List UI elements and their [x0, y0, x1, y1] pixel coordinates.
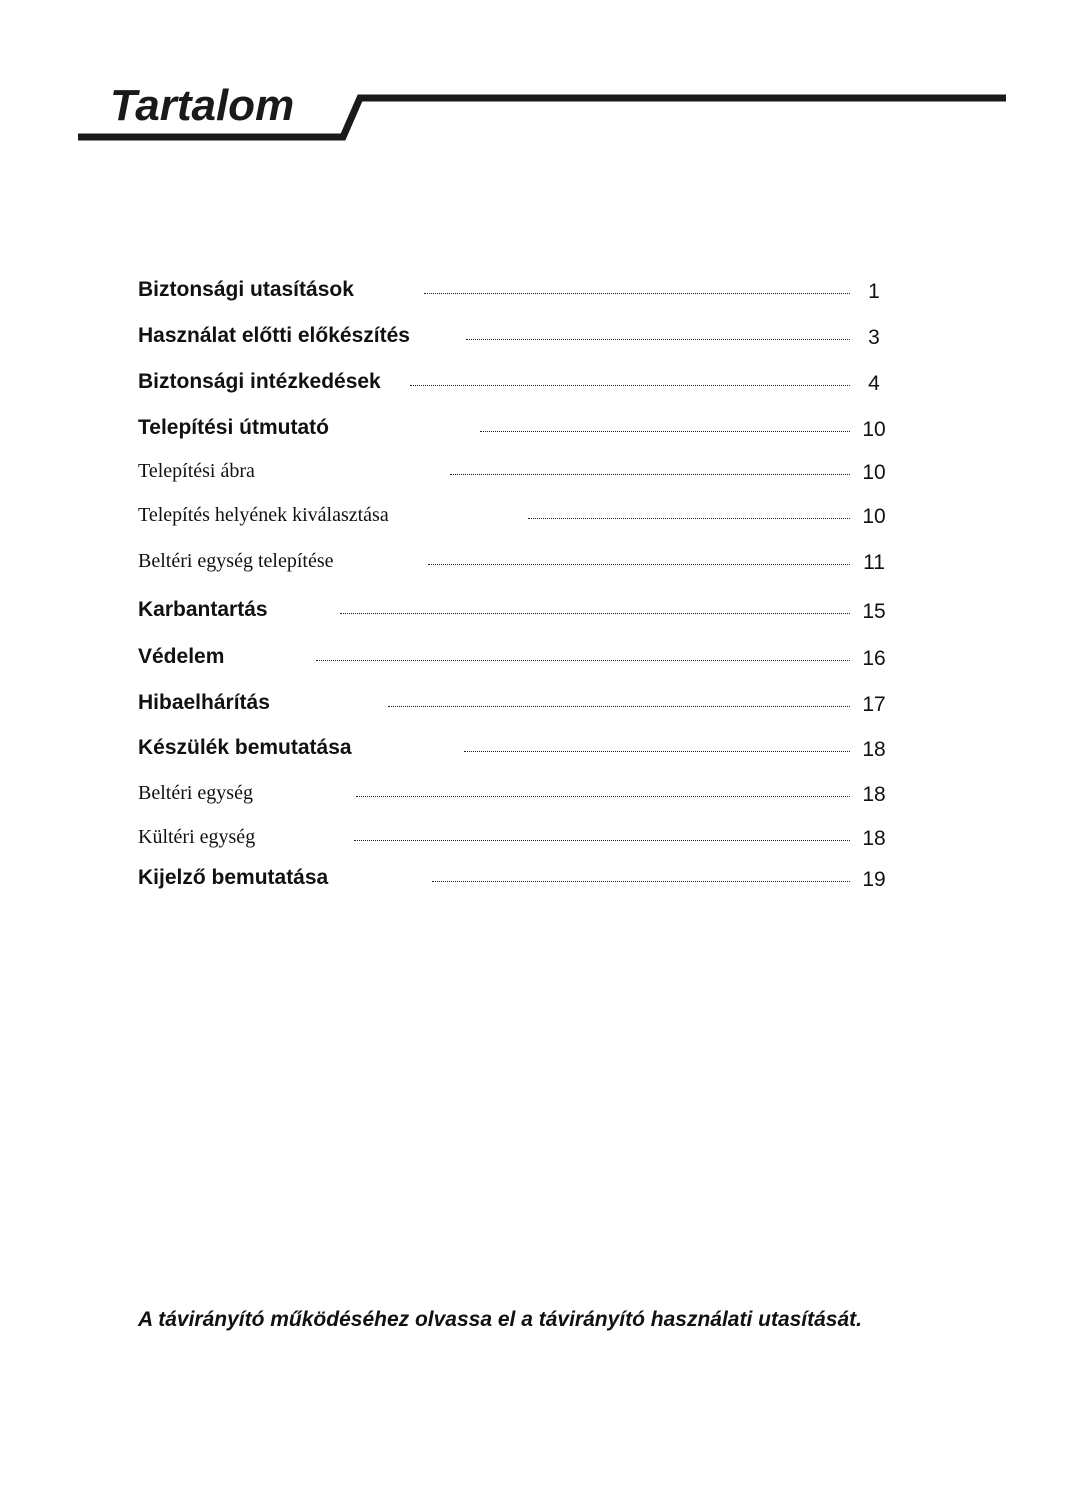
- toc-entry-label: Telepítés helyének kiválasztása: [138, 504, 389, 526]
- toc-entry-label: Kültéri egység: [138, 826, 256, 848]
- toc-entry-page: 10: [862, 505, 886, 528]
- toc-entry-label: Karbantartás: [138, 598, 268, 621]
- toc-entry-label: Hibaelhárítás: [138, 691, 270, 714]
- toc-entry-page: 1: [868, 280, 880, 303]
- toc-leader-dots: [464, 751, 850, 752]
- toc-entry-label: Telepítési ábra: [138, 460, 255, 482]
- toc-entry[interactable]: [138, 543, 898, 577]
- toc-leader-dots: [356, 796, 850, 797]
- toc-entry-page: 17: [862, 693, 886, 716]
- toc-leader-dots: [432, 881, 850, 882]
- toc-entry-page: 18: [862, 783, 886, 806]
- toc-leader-dots: [410, 385, 850, 386]
- toc-entry[interactable]: [138, 364, 898, 398]
- toc-leader-dots: [316, 660, 850, 661]
- toc-entry[interactable]: [138, 775, 898, 809]
- toc-leader-dots: [450, 474, 850, 475]
- toc-entry[interactable]: [138, 860, 898, 894]
- toc-entry-page: 15: [862, 600, 886, 623]
- toc-entry-page: 18: [862, 827, 886, 850]
- toc-entry-label: Telepítési útmutató: [138, 416, 329, 439]
- toc-entry-page: 10: [862, 418, 886, 441]
- toc-entry-page: 11: [863, 551, 885, 574]
- toc-entry-page: 19: [862, 868, 886, 891]
- toc-leader-dots: [480, 431, 850, 432]
- toc-entry-page: 4: [868, 372, 880, 395]
- toc-entry-label: Beltéri egység: [138, 782, 253, 804]
- toc-entry[interactable]: [138, 819, 898, 853]
- toc-entry-label: Használat előtti előkészítés: [138, 324, 410, 347]
- toc-leader-dots: [388, 706, 850, 707]
- toc-entry-label: Készülék bemutatása: [138, 736, 352, 759]
- toc-entry-page: 10: [862, 461, 886, 484]
- toc-entry[interactable]: [138, 318, 898, 352]
- toc-leader-dots: [466, 339, 850, 340]
- toc-entry-label: Beltéri egység telepítése: [138, 550, 334, 572]
- toc-leader-dots: [340, 613, 850, 614]
- toc-entry[interactable]: [138, 685, 898, 719]
- toc-entry-label: Védelem: [138, 645, 225, 668]
- toc-leader-dots: [424, 293, 850, 294]
- remote-control-note: A távirányító működéséhez olvassa el a távirányító használati utasítását.: [138, 1308, 862, 1331]
- toc-entry[interactable]: [138, 592, 898, 626]
- toc-entry-page: 18: [862, 738, 886, 761]
- toc-entry[interactable]: [138, 410, 898, 444]
- toc-entry-page: 3: [868, 326, 880, 349]
- toc-entry-label: Kijelző bemutatása: [138, 866, 329, 889]
- toc-entry[interactable]: [138, 453, 898, 487]
- toc-entry-label: Biztonsági utasítások: [138, 278, 354, 301]
- toc-entry-label: Biztonsági intézkedések: [138, 370, 381, 393]
- toc-entry[interactable]: [138, 272, 898, 306]
- toc-entry[interactable]: [138, 639, 898, 673]
- title-underline: [78, 92, 1006, 142]
- toc-entry[interactable]: [138, 730, 898, 764]
- toc-leader-dots: [428, 564, 850, 565]
- page-title: Tartalom: [110, 81, 295, 130]
- toc-entry-page: 16: [862, 647, 886, 670]
- toc-entry[interactable]: [138, 497, 898, 531]
- toc-leader-dots: [354, 840, 850, 841]
- toc-leader-dots: [528, 518, 850, 519]
